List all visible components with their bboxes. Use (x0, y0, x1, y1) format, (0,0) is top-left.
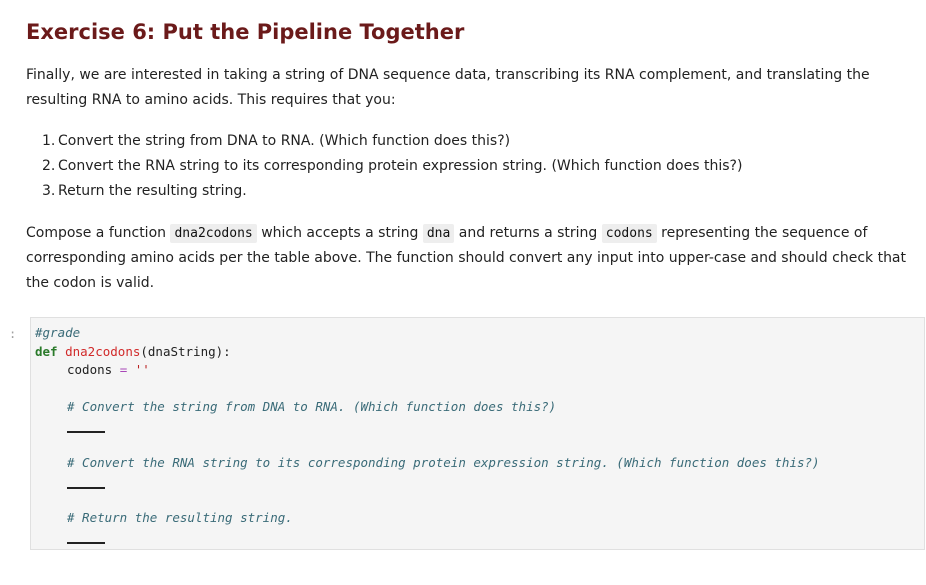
keyword-def: def (35, 344, 58, 359)
list-item (26, 129, 906, 154)
compose-text: representing the sequence of corresponding amino acids per the table above. The function should convert any input into upper-case and should check that the codon is valid. (26, 225, 907, 291)
code-cell[interactable] (30, 317, 925, 550)
list-item-text: Convert the string from DNA to RNA. (Which function does this?) (58, 133, 511, 149)
list-item-text: Return the resulting string. (58, 183, 247, 199)
operator-assign: = (119, 362, 128, 377)
string-empty: '' (134, 362, 150, 377)
code-blank-2[interactable] (67, 487, 105, 489)
list-item-number: 3. (42, 183, 56, 199)
code-line-def (35, 343, 231, 361)
variable-codons: codons (67, 362, 113, 377)
compose-text: Compose a function (26, 225, 171, 241)
compose-paragraph (26, 221, 914, 296)
list-item-number: 2. (42, 158, 56, 174)
inline-code-function-name: dna2codons (170, 224, 256, 243)
list-item (26, 154, 906, 179)
code-blank-1[interactable] (67, 431, 105, 433)
code-line-codons (67, 361, 150, 379)
code-line-comment-3: # Return the resulting string. (67, 510, 293, 525)
list-item-number: 1. (42, 133, 56, 149)
function-args: (dnaString): (140, 344, 231, 359)
code-line-grade: #grade (35, 325, 81, 340)
list-item-text: Convert the RNA string to its corresponding protein expression string. (Which function does this?) (58, 158, 743, 174)
code-line-comment-2: # Convert the RNA string to its corresponding protein expression string. (Which function does this?) (67, 455, 820, 470)
intro-paragraph: Finally, we are interested in taking a string of DNA sequence data, transcribing its RNA complement, and translating the resulting RNA to amino acids. This requires that you: (26, 67, 870, 108)
inline-code-codons: codons (602, 224, 657, 243)
list-item (26, 179, 906, 204)
compose-text: and returns a string (454, 225, 602, 241)
compose-text: which accepts a string (256, 225, 423, 241)
page-title: Exercise 6: Put the Pipeline Together (26, 20, 465, 44)
inline-code-dna: dna (423, 224, 454, 243)
code-blank-3[interactable] (67, 542, 105, 544)
cell-prompt: : (9, 327, 17, 341)
steps-list (26, 129, 906, 204)
code-line-comment-1: # Convert the string from DNA to RNA. (Which function does this?) (67, 399, 557, 414)
function-name: dna2codons (65, 344, 141, 359)
